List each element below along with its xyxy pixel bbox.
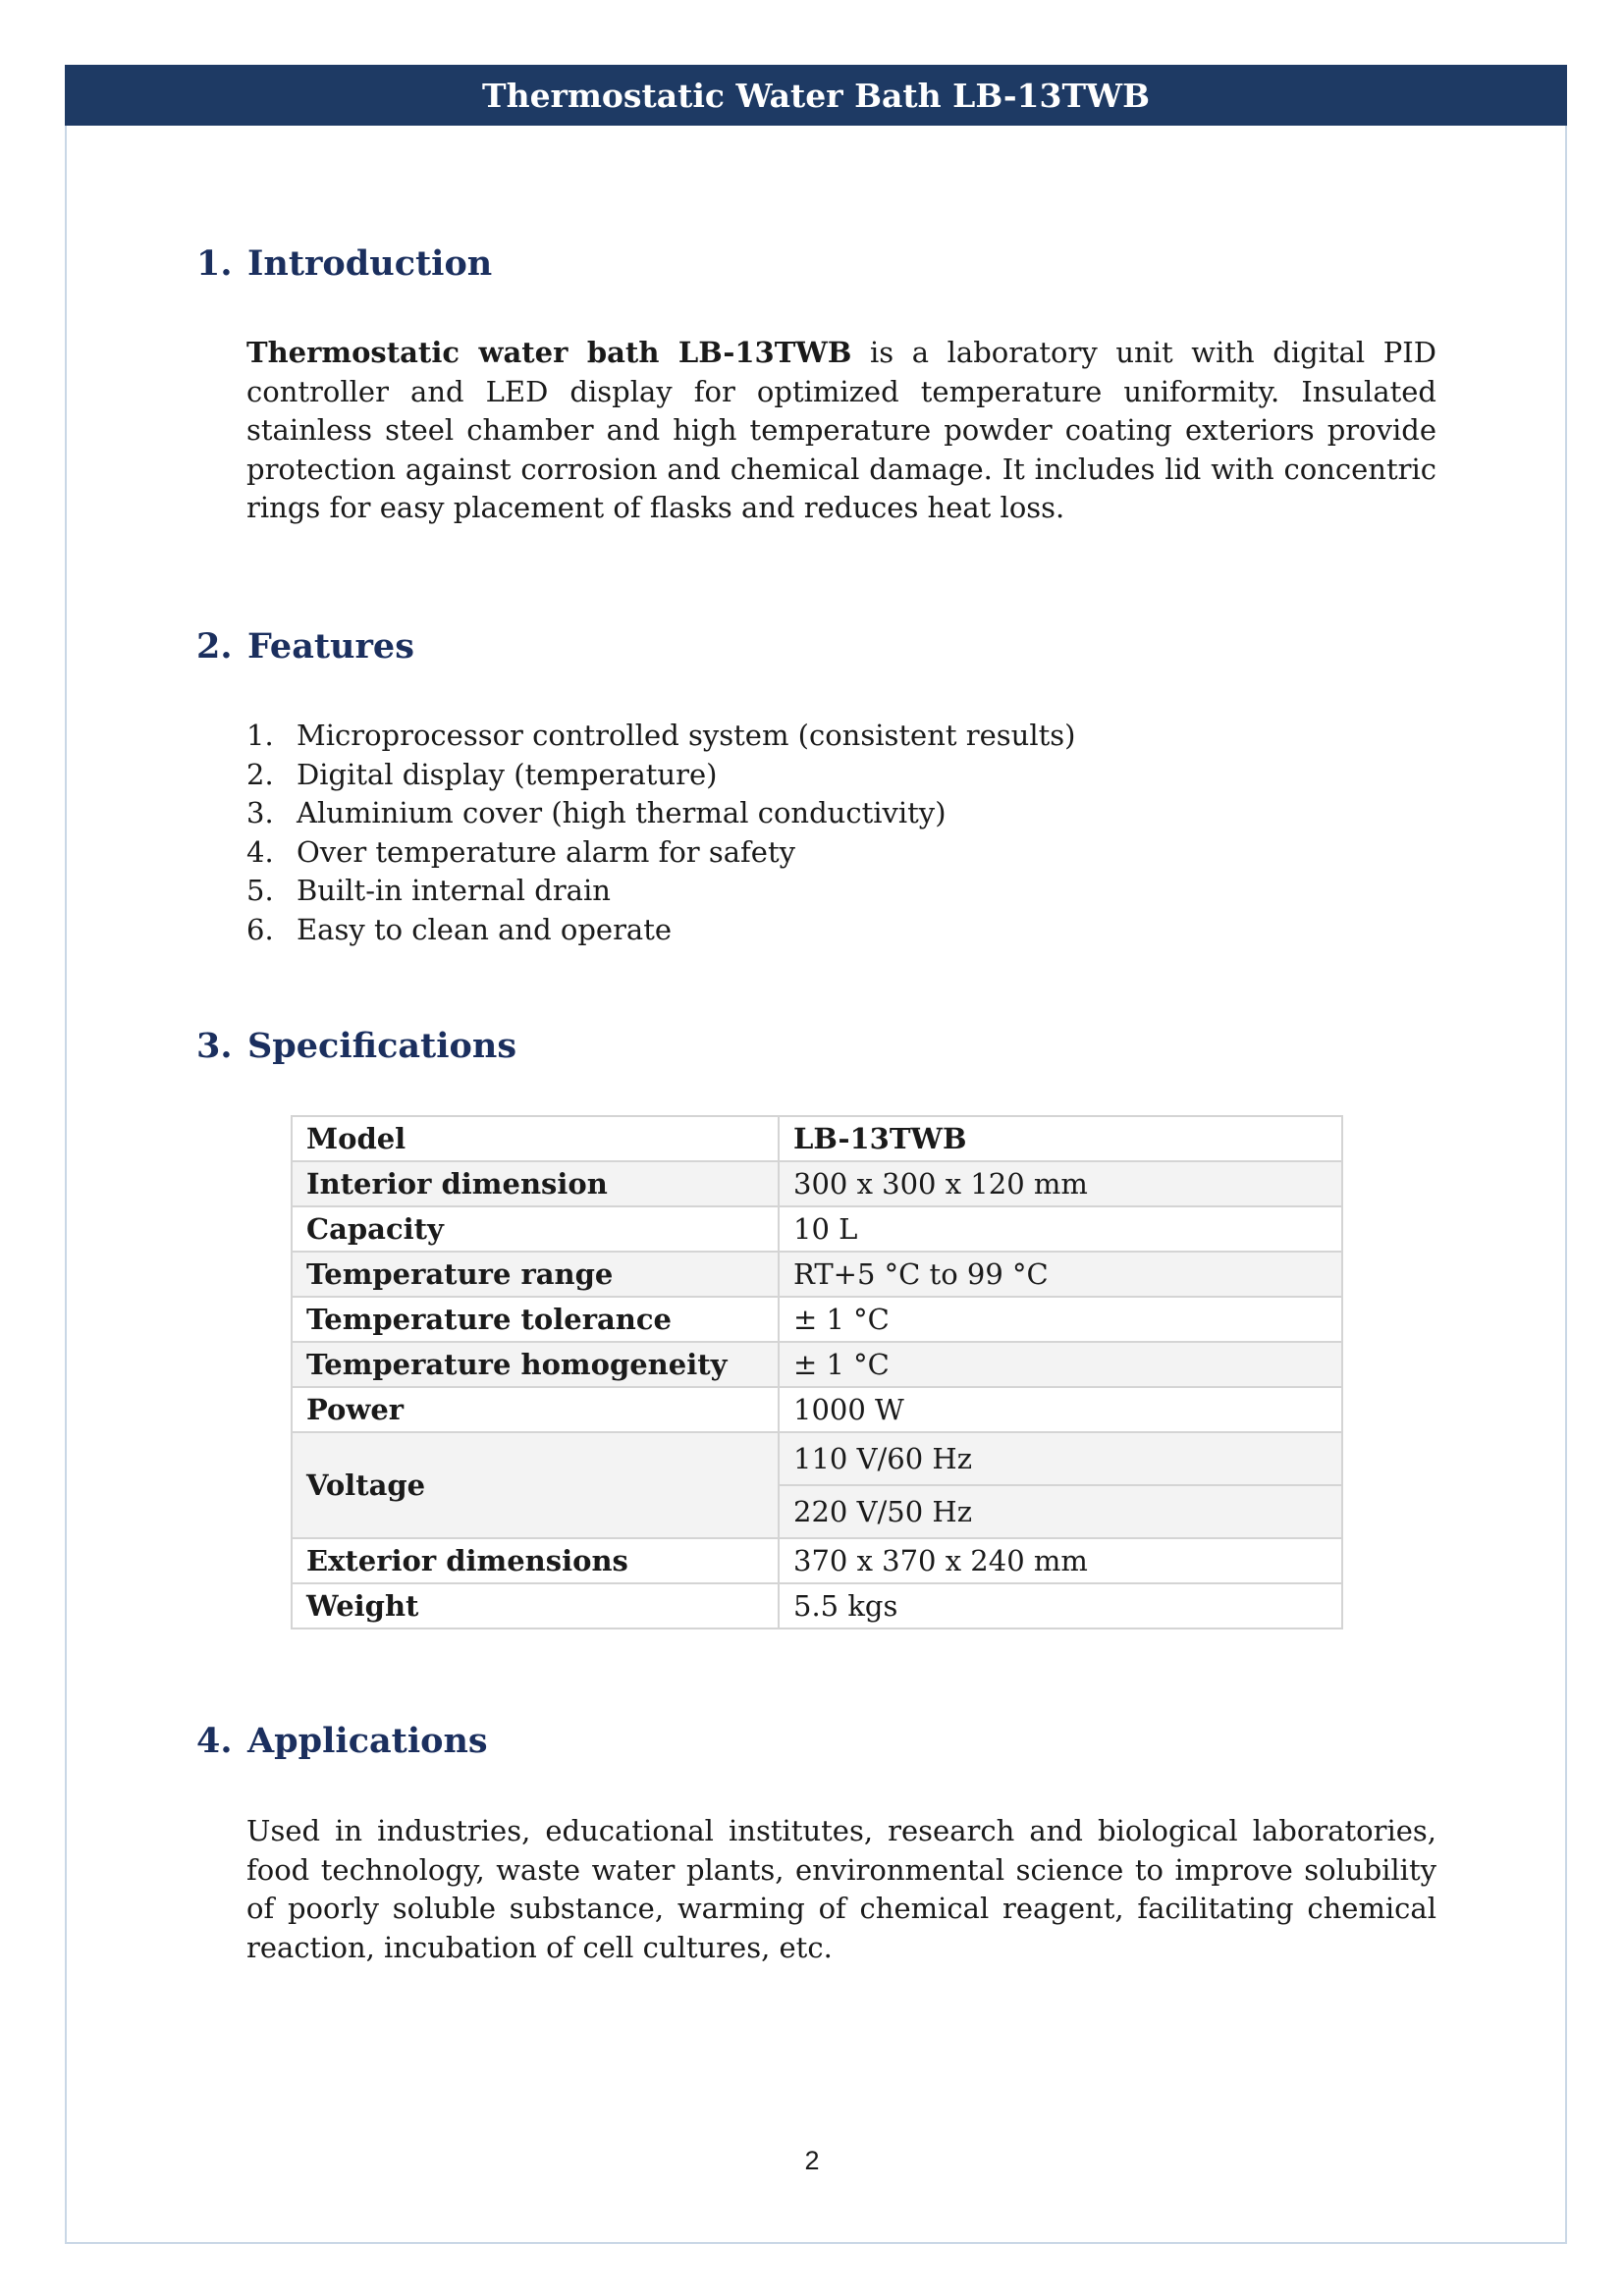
document-title-bar [65, 65, 1567, 126]
table-cell-key: Power [292, 1387, 779, 1432]
list-item-text: Aluminium cover (high thermal conductivity) [297, 796, 947, 829]
section-number: 1. [196, 243, 233, 284]
section-title: Features [247, 626, 414, 667]
list-item-text: Built-in internal drain [297, 874, 611, 907]
list-item [246, 794, 1075, 833]
table-cell-key: Capacity [292, 1206, 779, 1252]
table-cell-value: ± 1 °C [779, 1342, 1342, 1387]
table-cell-value: 5.5 kgs [779, 1583, 1342, 1629]
applications-paragraph: Used in industries, educational institutes, research and biological laboratories, food technology, waste water plants, environmental science to improve solubility of poorly soluble substance, warming of chemical reagent, facilitating chemical reaction, incubation of cell cultures, etc. [246, 1814, 1436, 1964]
table-row [292, 1252, 1342, 1297]
list-item-text: Easy to clean and operate [297, 912, 673, 946]
table-cell-value: 10 L [779, 1206, 1342, 1252]
table-cell-value: 370 x 370 x 240 mm [779, 1538, 1342, 1583]
list-item-number: 3. [246, 796, 274, 829]
table-cell-key: Temperature tolerance [292, 1297, 779, 1342]
list-item-text: Microprocessor controlled system (consistent results) [297, 719, 1076, 752]
table-cell-value: RT+5 °C to 99 °C [779, 1252, 1342, 1297]
table-row [292, 1116, 1342, 1161]
section-heading-applications [196, 1721, 488, 1761]
table-row [292, 1583, 1342, 1629]
table-cell-value: 300 x 300 x 120 mm [779, 1161, 1342, 1206]
list-item [246, 833, 1075, 873]
document-title: Thermostatic Water Bath LB-13TWB [482, 76, 1150, 115]
table-row [292, 1297, 1342, 1342]
table-cell-key: Interior dimension [292, 1161, 779, 1206]
list-item-number: 2. [246, 757, 274, 791]
section-title: Introduction [247, 243, 493, 284]
section-heading-features [196, 626, 414, 667]
table-cell-key: Temperature range [292, 1252, 779, 1297]
table-cell-key: Model [292, 1116, 779, 1161]
list-item-text: Over temperature alarm for safety [297, 834, 795, 869]
features-list [246, 717, 1075, 949]
table-cell-key: Temperature homogeneity [292, 1342, 779, 1387]
page-number: 2 [804, 2146, 820, 2175]
list-item-text: Digital display (temperature) [297, 757, 718, 791]
table-row [292, 1206, 1342, 1252]
table-row [292, 1538, 1342, 1583]
table-row [292, 1161, 1342, 1206]
introduction-body: is a laboratory unit with digital PID controller and LED display for optimized temperature uniformity. Insulated stainless steel chamber and high temperature powder coating exteriors provide protection against corrosion and chemical damage. It includes lid with concentric rings for easy placement of flasks and reduces heat loss. [246, 336, 1437, 524]
section-heading-specifications [196, 1026, 516, 1066]
specifications-table [291, 1115, 1343, 1629]
list-item-number: 6. [246, 912, 274, 946]
list-item [246, 756, 1075, 795]
introduction-bold-lead: Thermostatic water bath LB-13TWB [246, 336, 852, 369]
section-number: 2. [196, 626, 233, 667]
section-title: Specifications [247, 1026, 517, 1066]
table-cell-key: Weight [292, 1583, 779, 1629]
section-number: 3. [196, 1026, 233, 1066]
table-cell-key: Exterior dimensions [292, 1538, 779, 1583]
list-item-number: 1. [246, 719, 274, 752]
table-cell-value: LB-13TWB [779, 1116, 1342, 1161]
table-cell-value: 1000 W [779, 1387, 1342, 1432]
section-title: Applications [247, 1721, 488, 1761]
list-item [246, 872, 1075, 911]
table-row [292, 1432, 1342, 1485]
table-cell-key: Voltage [292, 1432, 779, 1538]
list-item-number: 5. [246, 874, 274, 907]
table-cell-value: 110 V/60 Hz [779, 1432, 1342, 1485]
table-row [292, 1342, 1342, 1387]
list-item [246, 911, 1075, 950]
table-row [292, 1387, 1342, 1432]
section-heading-introduction [196, 243, 492, 284]
table-cell-value: ± 1 °C [779, 1297, 1342, 1342]
list-item [246, 717, 1075, 756]
introduction-paragraph [246, 334, 1436, 528]
list-item-number: 4. [246, 834, 274, 869]
table-cell-value: 220 V/50 Hz [779, 1485, 1342, 1538]
section-number: 4. [196, 1721, 233, 1761]
